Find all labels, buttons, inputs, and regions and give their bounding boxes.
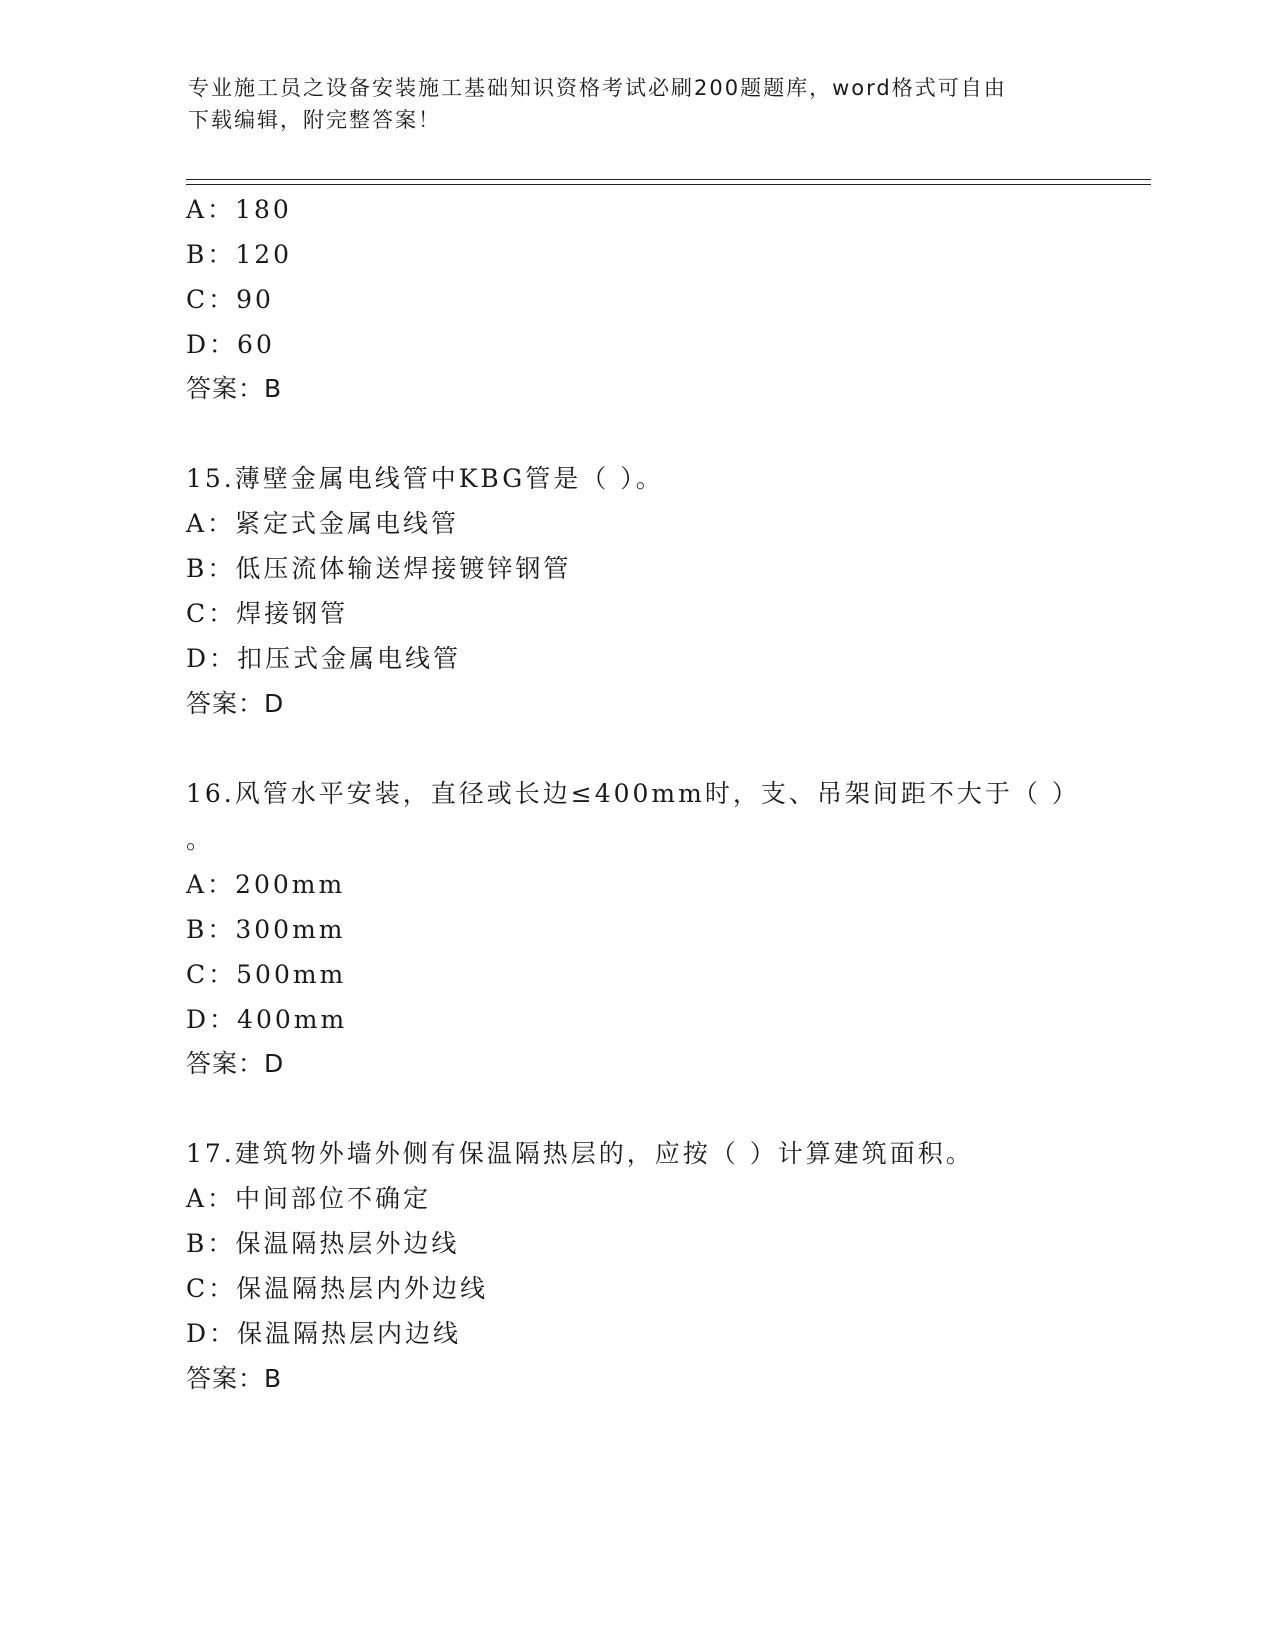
q16-option-c: C：500mm [186,960,347,989]
header-rule-top [186,179,1151,180]
q17-answer: 答案：B [186,1364,283,1393]
header-rule-bottom [186,184,1151,185]
q15-option-a: A：紧定式金属电线管 [186,509,460,538]
q16-question: 16.风管水平安装，直径或长边≤400mm时，支、吊架间距不大于（ ） [186,779,1080,808]
header-line-2: 下载编辑，附完整答案！ [188,108,441,132]
prev-option-d: D：60 [186,330,275,359]
q17-option-d: D：保温隔热层内边线 [186,1319,462,1348]
q15-option-d: D：扣压式金属电线管 [186,644,462,673]
q17-option-a: A：中间部位不确定 [186,1184,432,1213]
q16-answer: 答案：D [186,1049,285,1078]
q15-answer: 答案：D [186,689,285,718]
document-header [188,72,1068,136]
q15-option-c: C：焊接钢管 [186,599,349,628]
q16-option-d: D：400mm [186,1005,348,1034]
q17-question: 17.建筑物外墙外侧有保温隔热层的，应按（ ）计算建筑面积。 [186,1139,974,1168]
prev-option-a: A：180 [186,195,292,224]
prev-answer: 答案：B [186,374,283,403]
q16-option-b: B：300mm [186,915,346,944]
q16-question-cont: 。 [186,825,215,854]
q17-option-c: C：保温隔热层内外边线 [186,1274,489,1303]
q17-option-b: B：保温隔热层外边线 [186,1229,460,1258]
q15-option-b: B：低压流体输送焊接镀锌钢管 [186,554,572,583]
q15-question: 15.薄壁金属电线管中KBG管是（ ）。 [186,464,664,493]
q16-option-a: A：200mm [186,870,346,899]
header-line-1: 专业施工员之设备安装施工基础知识资格考试必刷200题题库，word格式可自由 [188,76,1007,100]
prev-option-c: C：90 [186,285,274,314]
prev-option-b: B：120 [186,240,293,269]
